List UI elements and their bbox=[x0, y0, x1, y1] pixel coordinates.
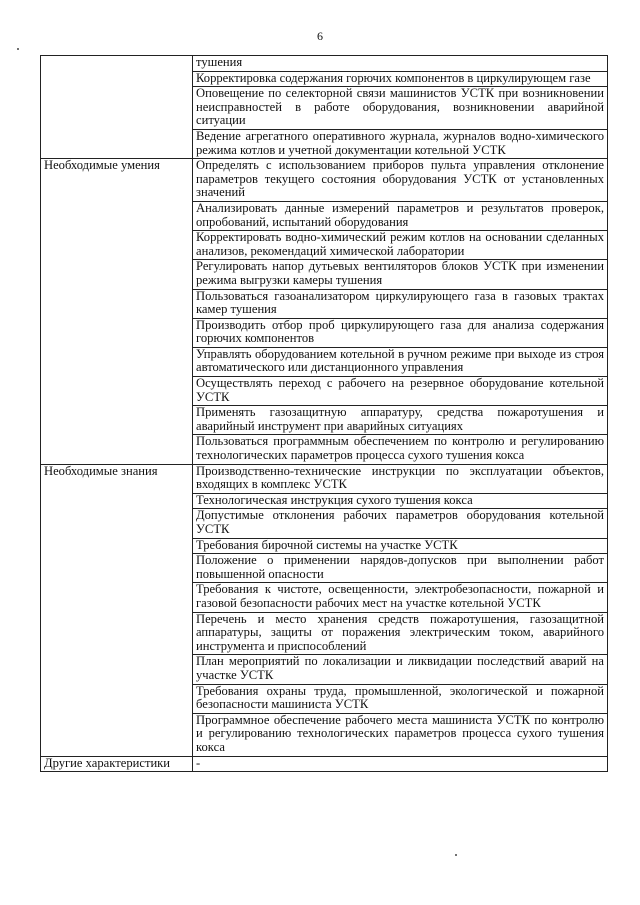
scan-speck bbox=[17, 48, 19, 50]
scan-speck bbox=[455, 854, 457, 856]
requirement-text: Требования охраны труда, промышленной, экологической и пожарной безопасности машиниста УСТК bbox=[193, 684, 608, 713]
requirement-text: Корректировка содержания горючих компонентов в циркулирующем газе bbox=[193, 71, 608, 87]
section-label: Необходимые знания bbox=[41, 464, 193, 756]
requirement-text: Допустимые отклонения рабочих параметров оборудования котельной УСТК bbox=[193, 509, 608, 538]
requirement-text: Производить отбор проб циркулирующего газа для анализа содержания горючих компонентов bbox=[193, 318, 608, 347]
requirement-text: План мероприятий по локализации и ликвидации последствий аварий на участке УСТК bbox=[193, 655, 608, 684]
requirement-text: Требования к чистоте, освещенности, электробезопасности, пожарной и газовой безопасности рабочих мест на участке котельной УСТК bbox=[193, 583, 608, 612]
requirement-text: - bbox=[193, 756, 608, 772]
requirement-text: Регулировать напор дутьевых вентиляторов блоков УСТК при изменении режима выгрузки камеры тушения bbox=[193, 260, 608, 289]
requirement-text: Перечень и место хранения средств пожаротушения, газозащитной аппаратуры, защиты от поражения электрическим током, аварийного инструмента и приспособлений bbox=[193, 612, 608, 655]
requirement-text: Технологическая инструкция сухого тушения кокса bbox=[193, 493, 608, 509]
requirement-text: Осуществлять переход с рабочего на резервное оборудование котельной УСТК bbox=[193, 377, 608, 406]
requirement-text: Оповещение по селекторной связи машинистов УСТК при возникновении неисправностей в работе оборудования, возникновении аварийной ситуации bbox=[193, 87, 608, 130]
requirement-text: Применять газозащитную аппаратуру, средства пожаротушения и аварийный инструмент при аварийных ситуациях bbox=[193, 406, 608, 435]
requirement-text: Положение о применении нарядов-допусков при выполнении работ повышенной опасности bbox=[193, 554, 608, 583]
requirement-text: тушения bbox=[193, 56, 608, 72]
requirement-text: Пользоваться газоанализатором циркулирующего газа в газовых трактах камер тушения bbox=[193, 289, 608, 318]
table-row bbox=[41, 464, 608, 493]
requirement-text: Производственно-технические инструкции по эксплуатации объектов, входящих в комплекс УСТК bbox=[193, 464, 608, 493]
requirement-text: Ведение агрегатного оперативного журнала, журналов водно-химического режима котлов и учетной документации котельной УСТК bbox=[193, 129, 608, 158]
requirement-text: Определять с использованием приборов пульта управления отклонение параметров текущего состояния оборудования УСТК от установленных значений bbox=[193, 159, 608, 202]
page-number: 6 bbox=[317, 29, 323, 43]
section-label: Необходимые умения bbox=[41, 159, 193, 464]
requirement-text: Пользоваться программным обеспечением по контролю и регулированию технологических параметров процесса сухого тушения кокса bbox=[193, 435, 608, 464]
table-row bbox=[41, 56, 608, 72]
section-label: Другие характеристики bbox=[41, 756, 193, 772]
requirement-text: Корректировать водно-химический режим котлов на основании сделанных анализов, рекомендаций химической лаборатории bbox=[193, 231, 608, 260]
qualification-table bbox=[40, 55, 608, 772]
requirement-text: Требования бирочной системы на участке УСТК bbox=[193, 538, 608, 554]
requirement-text: Управлять оборудованием котельной в ручном режиме при выходе из строя автоматического или дистанционного управления bbox=[193, 347, 608, 376]
section-label bbox=[41, 56, 193, 159]
requirement-text: Анализировать данные измерений параметров и результатов проверок, опробований, испытаний оборудования bbox=[193, 201, 608, 230]
requirement-text: Программное обеспечение рабочего места машиниста УСТК по контролю и регулированию технологических параметров процесса сухого тушения кокса bbox=[193, 713, 608, 756]
table-row bbox=[41, 159, 608, 202]
table-row bbox=[41, 756, 608, 772]
